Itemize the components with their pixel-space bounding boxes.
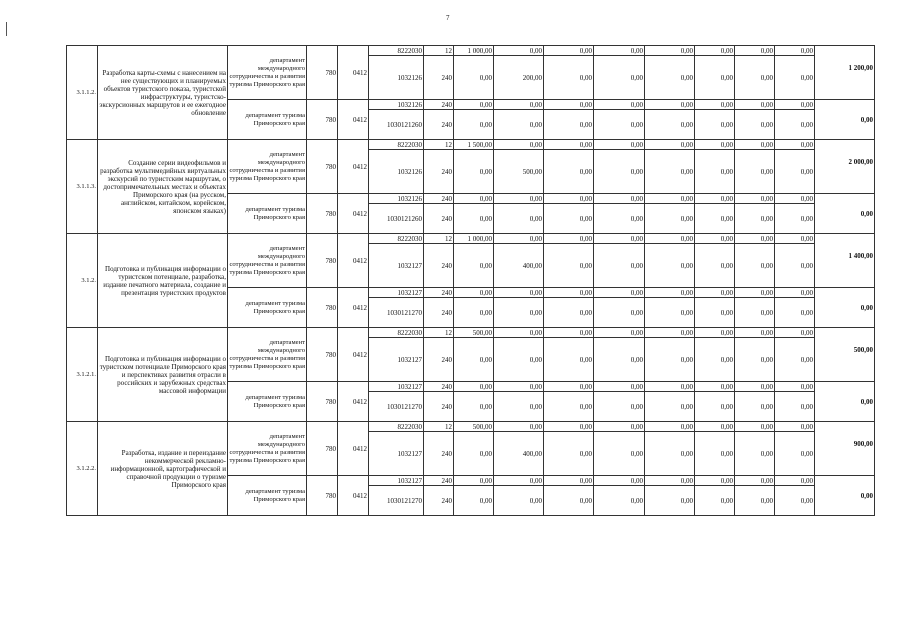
amount-cell: 0,00 <box>735 382 775 392</box>
amount-cell: 0,00 <box>775 432 815 476</box>
amount-cell: 0,00 <box>454 244 494 288</box>
vr-code: 240 <box>424 476 454 486</box>
item-total: 2 000,00 <box>815 140 875 194</box>
amount-cell: 0,00 <box>775 486 815 516</box>
item-code: 3.1.2.2. <box>67 422 98 516</box>
vr-code: 240 <box>424 298 454 328</box>
grbs-code: 780 <box>307 234 338 288</box>
amount-cell: 0,00 <box>735 150 775 194</box>
grbs-code: 780 <box>307 100 338 140</box>
item-total: 1 200,00 <box>815 46 875 100</box>
amount-cell: 0,00 <box>594 328 645 338</box>
executor-dept: департамент туризма Приморского края <box>228 194 307 234</box>
amount-cell: 0,00 <box>695 140 735 150</box>
rzpr-code: 0412 <box>338 234 369 288</box>
amount-cell: 0,00 <box>645 338 695 382</box>
amount-cell: 0,00 <box>454 392 494 422</box>
amount-cell: 0,00 <box>735 100 775 110</box>
amount-cell: 0,00 <box>494 328 544 338</box>
amount-cell: 0,00 <box>775 298 815 328</box>
amount-cell: 0,00 <box>735 328 775 338</box>
amount-cell: 0,00 <box>544 392 594 422</box>
executor-dept: департамент международного сотрудничества и развития туризма Приморского края <box>228 140 307 194</box>
amount-cell: 0,00 <box>494 194 544 204</box>
item-code: 3.1.1.2. <box>67 46 98 140</box>
csr-code: 1030121270 <box>369 392 424 422</box>
amount-cell: 0,00 <box>494 100 544 110</box>
amount-cell: 0,00 <box>775 392 815 422</box>
vr-code: 12 <box>424 328 454 338</box>
amount-cell: 400,00 <box>494 432 544 476</box>
csr-code: 1030121260 <box>369 204 424 234</box>
budget-table-body <box>67 46 875 516</box>
amount-cell: 0,00 <box>544 432 594 476</box>
amount-cell: 0,00 <box>544 100 594 110</box>
amount-cell: 0,00 <box>494 46 544 56</box>
amount-cell: 0,00 <box>454 100 494 110</box>
vr-code: 240 <box>424 382 454 392</box>
table-row <box>67 140 875 150</box>
amount-cell: 0,00 <box>645 150 695 194</box>
csr-code: 1032127 <box>369 382 424 392</box>
amount-cell: 0,00 <box>695 298 735 328</box>
amount-cell: 0,00 <box>544 298 594 328</box>
amount-cell: 0,00 <box>735 298 775 328</box>
csr-code: 1032126 <box>369 100 424 110</box>
csr-code: 1032127 <box>369 432 424 476</box>
amount-cell: 0,00 <box>695 244 735 288</box>
amount-cell: 0,00 <box>695 328 735 338</box>
amount-cell: 0,00 <box>594 46 645 56</box>
amount-cell: 0,00 <box>494 382 544 392</box>
vr-code: 240 <box>424 100 454 110</box>
amount-cell: 0,00 <box>775 140 815 150</box>
amount-cell: 0,00 <box>454 486 494 516</box>
amount-cell: 0,00 <box>735 422 775 432</box>
margin-mark <box>6 22 7 36</box>
amount-cell: 0,00 <box>594 204 645 234</box>
vr-code: 240 <box>424 204 454 234</box>
vr-code: 240 <box>424 150 454 194</box>
item-total: 900,00 <box>815 422 875 476</box>
grbs-code: 780 <box>307 382 338 422</box>
vr-code: 240 <box>424 194 454 204</box>
amount-cell: 0,00 <box>735 46 775 56</box>
table-row <box>67 328 875 338</box>
grbs-code: 780 <box>307 46 338 100</box>
amount-cell: 1 000,00 <box>454 46 494 56</box>
amount-cell: 1 000,00 <box>454 234 494 244</box>
amount-cell: 0,00 <box>645 100 695 110</box>
grbs-code: 780 <box>307 194 338 234</box>
amount-cell: 0,00 <box>544 110 594 140</box>
amount-cell: 0,00 <box>544 486 594 516</box>
amount-cell: 0,00 <box>695 432 735 476</box>
amount-cell: 0,00 <box>594 100 645 110</box>
amount-cell: 0,00 <box>775 110 815 140</box>
amount-cell: 0,00 <box>775 46 815 56</box>
amount-cell: 0,00 <box>544 244 594 288</box>
grbs-code: 780 <box>307 328 338 382</box>
vr-code: 240 <box>424 56 454 100</box>
amount-cell: 0,00 <box>775 244 815 288</box>
csr-code: 1032127 <box>369 476 424 486</box>
amount-cell: 0,00 <box>594 422 645 432</box>
amount-cell: 0,00 <box>645 328 695 338</box>
amount-cell: 1 500,00 <box>454 140 494 150</box>
amount-cell: 0,00 <box>695 338 735 382</box>
vr-code: 240 <box>424 392 454 422</box>
amount-cell: 0,00 <box>645 46 695 56</box>
budget-table <box>66 45 875 516</box>
amount-cell: 0,00 <box>544 338 594 382</box>
amount-cell: 0,00 <box>594 476 645 486</box>
executor-dept: департамент туризма Приморского края <box>228 382 307 422</box>
amount-cell: 0,00 <box>494 110 544 140</box>
executor-dept: департамент туризма Приморского края <box>228 476 307 516</box>
amount-cell: 0,00 <box>645 486 695 516</box>
amount-cell: 0,00 <box>735 56 775 100</box>
amount-cell: 0,00 <box>454 110 494 140</box>
amount-cell: 0,00 <box>594 432 645 476</box>
grbs-code: 780 <box>307 422 338 476</box>
amount-cell: 0,00 <box>544 288 594 298</box>
vr-code: 240 <box>424 486 454 516</box>
amount-cell: 0,00 <box>775 422 815 432</box>
executor-dept: департамент международного сотрудничества и развития туризма Приморского края <box>228 234 307 288</box>
amount-cell: 0,00 <box>645 476 695 486</box>
csr-code: 1032126 <box>369 150 424 194</box>
amount-cell: 0,00 <box>695 100 735 110</box>
amount-cell: 500,00 <box>494 150 544 194</box>
amount-cell: 0,00 <box>735 140 775 150</box>
amount-cell: 0,00 <box>544 234 594 244</box>
amount-cell: 0,00 <box>695 204 735 234</box>
amount-cell: 0,00 <box>645 194 695 204</box>
amount-cell: 0,00 <box>454 298 494 328</box>
grbs-code: 780 <box>307 288 338 328</box>
table-row <box>67 234 875 244</box>
amount-cell: 0,00 <box>454 150 494 194</box>
amount-cell: 0,00 <box>494 392 544 422</box>
amount-cell: 0,00 <box>775 476 815 486</box>
rzpr-code: 0412 <box>338 328 369 382</box>
amount-cell: 0,00 <box>544 422 594 432</box>
amount-cell: 0,00 <box>695 382 735 392</box>
amount-cell: 0,00 <box>454 476 494 486</box>
amount-cell: 0,00 <box>645 422 695 432</box>
amount-cell: 500,00 <box>454 328 494 338</box>
item-total: 500,00 <box>815 328 875 382</box>
amount-cell: 0,00 <box>454 194 494 204</box>
amount-cell: 0,00 <box>645 234 695 244</box>
amount-cell: 0,00 <box>645 56 695 100</box>
csr-code: 1032127 <box>369 244 424 288</box>
vr-code: 240 <box>424 288 454 298</box>
vr-code: 240 <box>424 110 454 140</box>
amount-cell: 0,00 <box>735 338 775 382</box>
item-total: 1 400,00 <box>815 234 875 288</box>
amount-cell: 0,00 <box>645 288 695 298</box>
csr-code: 1030121270 <box>369 298 424 328</box>
csr-code: 1032126 <box>369 194 424 204</box>
amount-cell: 0,00 <box>775 234 815 244</box>
executor-dept: департамент международного сотрудничества и развития туризма Приморского края <box>228 422 307 476</box>
amount-cell: 0,00 <box>544 382 594 392</box>
csr-code: 1032127 <box>369 338 424 382</box>
grbs-code: 780 <box>307 476 338 516</box>
page-number: 7 <box>446 14 450 22</box>
item-total: 0,00 <box>815 476 875 516</box>
amount-cell: 0,00 <box>645 140 695 150</box>
amount-cell: 200,00 <box>494 56 544 100</box>
vr-code: 240 <box>424 338 454 382</box>
amount-cell: 0,00 <box>735 110 775 140</box>
item-total: 0,00 <box>815 382 875 422</box>
amount-cell: 0,00 <box>594 110 645 140</box>
amount-cell: 0,00 <box>594 244 645 288</box>
csr-code: 8222030 <box>369 46 424 56</box>
amount-cell: 0,00 <box>544 150 594 194</box>
amount-cell: 0,00 <box>454 338 494 382</box>
amount-cell: 0,00 <box>494 422 544 432</box>
amount-cell: 0,00 <box>695 476 735 486</box>
amount-cell: 0,00 <box>735 392 775 422</box>
item-title: Подготовка и публикация информации о туристском потенциале Приморского края и перспективах развития отрасли в российских и зарубежных средствах массовой информации <box>98 328 228 422</box>
rzpr-code: 0412 <box>338 140 369 194</box>
item-total: 0,00 <box>815 194 875 234</box>
amount-cell: 0,00 <box>695 234 735 244</box>
csr-code: 8222030 <box>369 234 424 244</box>
amount-cell: 0,00 <box>695 46 735 56</box>
amount-cell: 0,00 <box>494 204 544 234</box>
csr-code: 1030121260 <box>369 110 424 140</box>
csr-code: 8222030 <box>369 422 424 432</box>
amount-cell: 0,00 <box>494 140 544 150</box>
rzpr-code: 0412 <box>338 476 369 516</box>
amount-cell: 0,00 <box>735 288 775 298</box>
amount-cell: 0,00 <box>735 204 775 234</box>
amount-cell: 0,00 <box>735 486 775 516</box>
amount-cell: 0,00 <box>775 150 815 194</box>
amount-cell: 0,00 <box>695 110 735 140</box>
amount-cell: 0,00 <box>594 150 645 194</box>
amount-cell: 0,00 <box>594 486 645 516</box>
item-code: 3.1.2. <box>67 234 98 328</box>
amount-cell: 0,00 <box>775 194 815 204</box>
vr-code: 12 <box>424 422 454 432</box>
executor-dept: департамент международного сотрудничества и развития туризма Приморского края <box>228 46 307 100</box>
amount-cell: 0,00 <box>594 288 645 298</box>
amount-cell: 0,00 <box>594 234 645 244</box>
amount-cell: 0,00 <box>775 56 815 100</box>
amount-cell: 0,00 <box>494 338 544 382</box>
amount-cell: 0,00 <box>594 338 645 382</box>
amount-cell: 0,00 <box>695 392 735 422</box>
amount-cell: 0,00 <box>494 298 544 328</box>
amount-cell: 0,00 <box>645 204 695 234</box>
csr-code: 8222030 <box>369 328 424 338</box>
amount-cell: 0,00 <box>775 100 815 110</box>
amount-cell: 0,00 <box>544 46 594 56</box>
amount-cell: 0,00 <box>695 422 735 432</box>
amount-cell: 0,00 <box>594 140 645 150</box>
amount-cell: 0,00 <box>544 476 594 486</box>
amount-cell: 0,00 <box>735 244 775 288</box>
grbs-code: 780 <box>307 140 338 194</box>
amount-cell: 0,00 <box>454 432 494 476</box>
executor-dept: департамент туризма Приморского края <box>228 100 307 140</box>
amount-cell: 0,00 <box>454 382 494 392</box>
amount-cell: 0,00 <box>494 486 544 516</box>
amount-cell: 0,00 <box>645 298 695 328</box>
amount-cell: 0,00 <box>775 338 815 382</box>
rzpr-code: 0412 <box>338 46 369 100</box>
amount-cell: 0,00 <box>594 56 645 100</box>
amount-cell: 0,00 <box>775 382 815 392</box>
amount-cell: 0,00 <box>775 328 815 338</box>
amount-cell: 0,00 <box>594 194 645 204</box>
amount-cell: 0,00 <box>544 204 594 234</box>
executor-dept: департамент международного сотрудничества и развития туризма Приморского края <box>228 328 307 382</box>
amount-cell: 0,00 <box>594 392 645 422</box>
amount-cell: 0,00 <box>735 432 775 476</box>
amount-cell: 0,00 <box>494 234 544 244</box>
executor-dept: департамент туризма Приморского края <box>228 288 307 328</box>
csr-code: 8222030 <box>369 140 424 150</box>
table-row <box>67 422 875 432</box>
amount-cell: 0,00 <box>494 288 544 298</box>
amount-cell: 0,00 <box>645 392 695 422</box>
amount-cell: 0,00 <box>594 298 645 328</box>
rzpr-code: 0412 <box>338 382 369 422</box>
amount-cell: 400,00 <box>494 244 544 288</box>
item-code: 3.1.2.1. <box>67 328 98 422</box>
amount-cell: 0,00 <box>775 288 815 298</box>
amount-cell: 0,00 <box>544 328 594 338</box>
item-title: Создание серии видеофильмов и разработка мультимедийных виртуальных экскурсий по туристским маршрутам, о достопримечательных местах и объектах Приморского края (на русском, английском, китайском, корейском, японском языках) <box>98 140 228 234</box>
vr-code: 240 <box>424 244 454 288</box>
rzpr-code: 0412 <box>338 100 369 140</box>
amount-cell: 0,00 <box>454 204 494 234</box>
amount-cell: 0,00 <box>594 382 645 392</box>
item-title: Подготовка и публикация информации о туристском потенциале, разработка, издание печатного материала, создание и презентация туристских продуктов <box>98 234 228 328</box>
rzpr-code: 0412 <box>338 194 369 234</box>
amount-cell: 0,00 <box>695 288 735 298</box>
amount-cell: 0,00 <box>454 56 494 100</box>
vr-code: 240 <box>424 432 454 476</box>
amount-cell: 0,00 <box>735 476 775 486</box>
item-title: Разработка, издание и переиздание некоммерческой рекламно-информационной, картографической и справочной продукции о туризме Приморского края <box>98 422 228 516</box>
csr-code: 1032127 <box>369 288 424 298</box>
amount-cell: 0,00 <box>544 56 594 100</box>
item-title: Разработка карты-схемы с нанесением на нее существующих и планируемых объектов туристского показа, туристской инфраструктуры, туристско-экскурсионных маршрутов и ее ежегодное обновление <box>98 46 228 140</box>
csr-code: 1030121270 <box>369 486 424 516</box>
amount-cell: 0,00 <box>695 56 735 100</box>
amount-cell: 0,00 <box>735 234 775 244</box>
amount-cell: 0,00 <box>544 140 594 150</box>
amount-cell: 0,00 <box>645 382 695 392</box>
amount-cell: 0,00 <box>695 150 735 194</box>
item-code: 3.1.1.3. <box>67 140 98 234</box>
amount-cell: 0,00 <box>494 476 544 486</box>
amount-cell: 0,00 <box>454 288 494 298</box>
amount-cell: 0,00 <box>735 194 775 204</box>
vr-code: 12 <box>424 234 454 244</box>
item-total: 0,00 <box>815 100 875 140</box>
vr-code: 12 <box>424 140 454 150</box>
rzpr-code: 0412 <box>338 288 369 328</box>
amount-cell: 0,00 <box>695 194 735 204</box>
amount-cell: 0,00 <box>775 204 815 234</box>
rzpr-code: 0412 <box>338 422 369 476</box>
vr-code: 12 <box>424 46 454 56</box>
amount-cell: 500,00 <box>454 422 494 432</box>
amount-cell: 0,00 <box>645 244 695 288</box>
table-row <box>67 46 875 56</box>
amount-cell: 0,00 <box>645 432 695 476</box>
item-total: 0,00 <box>815 288 875 328</box>
amount-cell: 0,00 <box>645 110 695 140</box>
amount-cell: 0,00 <box>695 486 735 516</box>
csr-code: 1032126 <box>369 56 424 100</box>
amount-cell: 0,00 <box>544 194 594 204</box>
